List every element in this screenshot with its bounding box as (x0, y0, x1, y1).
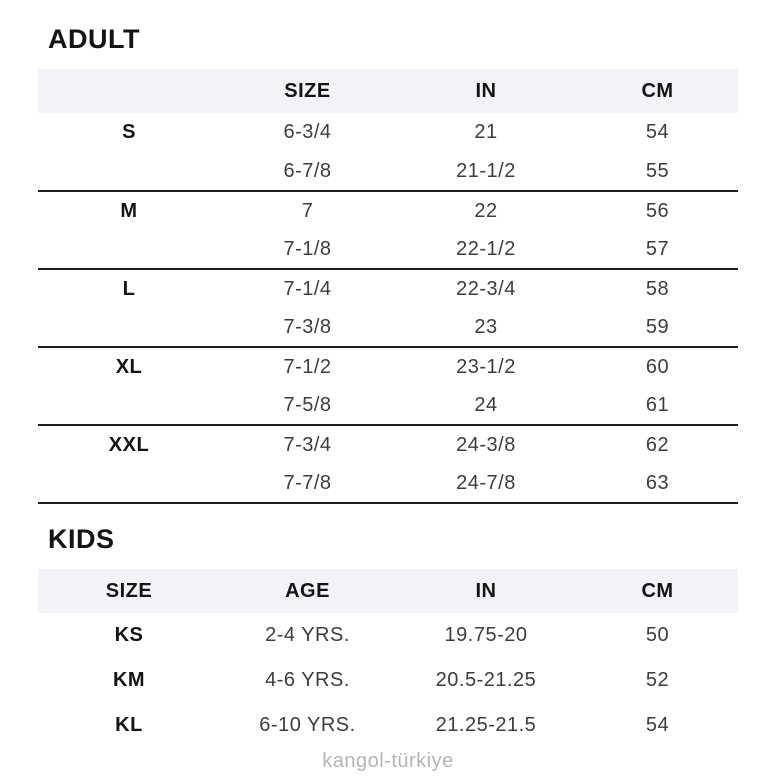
size-label-xl: XL (115, 355, 143, 378)
size-label-s: S (122, 121, 136, 143)
cell-cm: 54 (645, 714, 670, 736)
adult-col-label (38, 69, 220, 113)
size-label-l: L (122, 277, 136, 300)
table-row (38, 386, 738, 425)
cell-cm: 61 (577, 386, 738, 425)
cell-size: 7-1/4 (283, 277, 332, 300)
cell-cm: 50 (645, 624, 670, 646)
table-row (38, 113, 738, 152)
cell-in: 24-3/8 (456, 433, 516, 456)
cell-cm: 56 (645, 199, 670, 222)
cell-cm: 58 (645, 277, 670, 300)
table-row (38, 464, 738, 503)
cell-in: 23-1/2 (456, 355, 516, 378)
cell-in: 21.25-21.5 (435, 714, 537, 736)
size-label-km: KM (112, 669, 146, 691)
adult-heading: ADULT (48, 24, 140, 54)
cell-size: 7-1/8 (220, 230, 395, 269)
cell-size: 7-3/8 (220, 308, 395, 347)
cell-empty (38, 152, 220, 191)
kids-col-size: SIZE (38, 569, 220, 613)
cell-empty (38, 386, 220, 425)
adult-col-cm: CM (577, 69, 738, 113)
table-row (38, 308, 738, 347)
kids-col-age: AGE (220, 569, 395, 613)
cell-size: 6-3/4 (283, 121, 332, 143)
adult-size-table (38, 69, 738, 504)
table-row (38, 703, 738, 748)
cell-size: 7-5/8 (220, 386, 395, 425)
table-row (38, 425, 738, 464)
size-label-ks: KS (114, 624, 144, 646)
adult-col-size: SIZE (220, 69, 395, 113)
cell-in: 22 (474, 199, 498, 222)
cell-in: 23 (395, 308, 577, 347)
site-watermark: kangol-türkiye (322, 750, 454, 772)
cell-empty (38, 308, 220, 347)
cell-cm: 54 (645, 121, 670, 143)
size-label-kl: KL (115, 714, 143, 736)
adult-section (38, 24, 738, 504)
cell-size: 7-3/4 (283, 433, 332, 456)
cell-in: 21-1/2 (395, 152, 577, 191)
table-row (38, 152, 738, 191)
cell-in: 22-3/4 (456, 277, 516, 300)
cell-empty (38, 230, 220, 269)
kids-size-table (38, 569, 738, 748)
kids-section (38, 524, 738, 748)
cell-age: 4-6 YRS. (265, 669, 350, 691)
cell-age: 6-10 YRS. (259, 714, 356, 736)
cell-cm: 60 (645, 355, 670, 378)
cell-size: 7-1/2 (283, 355, 332, 378)
table-row (38, 347, 738, 386)
cell-cm: 63 (577, 464, 738, 503)
table-row (38, 191, 738, 230)
cell-size: 7 (301, 199, 314, 222)
table-row (38, 613, 738, 658)
cell-empty (38, 464, 220, 503)
table-row (38, 269, 738, 308)
size-label-m: M (120, 199, 138, 222)
kids-col-in: IN (395, 569, 577, 613)
kids-col-cm: CM (577, 569, 738, 613)
cell-size: 6-7/8 (220, 152, 395, 191)
cell-in: 22-1/2 (395, 230, 577, 269)
cell-cm: 59 (577, 308, 738, 347)
adult-col-in: IN (395, 69, 577, 113)
cell-in: 21 (474, 121, 498, 143)
cell-in: 24 (395, 386, 577, 425)
adult-header-row (38, 69, 738, 113)
cell-cm: 57 (577, 230, 738, 269)
kids-header-row (38, 569, 738, 613)
table-row (38, 230, 738, 269)
cell-in: 20.5-21.25 (435, 669, 537, 691)
cell-size: 7-7/8 (220, 464, 395, 503)
table-row (38, 658, 738, 703)
cell-age: 2-4 YRS. (265, 624, 350, 646)
cell-cm: 55 (577, 152, 738, 191)
size-label-xxl: XXL (108, 433, 150, 456)
kids-heading: KIDS (48, 524, 115, 554)
cell-cm: 62 (645, 433, 670, 456)
cell-in: 24-7/8 (395, 464, 577, 503)
cell-cm: 52 (645, 669, 670, 691)
cell-in: 19.75-20 (444, 624, 528, 646)
